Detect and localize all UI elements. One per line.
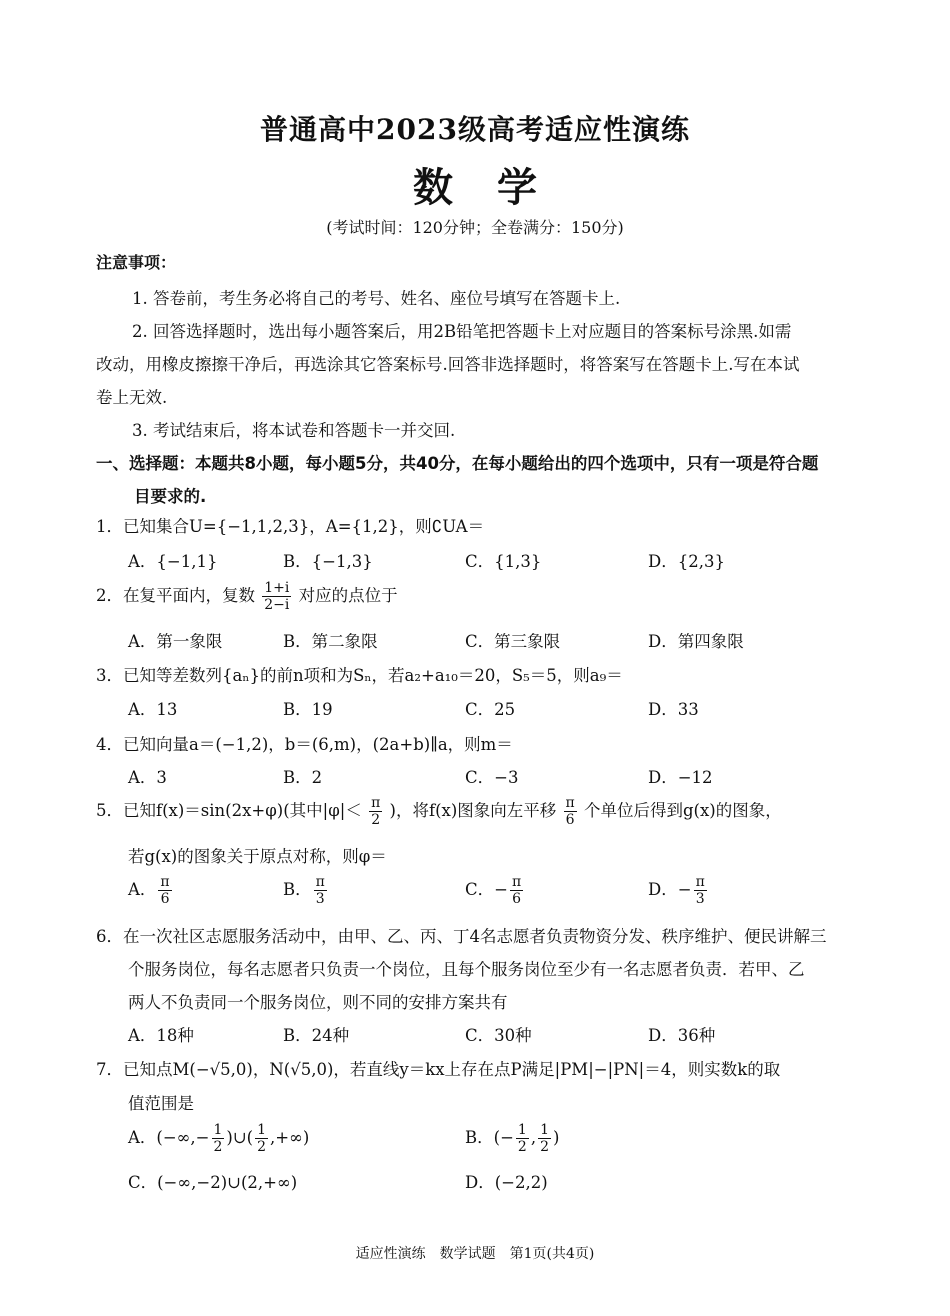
fraction-numerator: 1 [517,1122,527,1138]
interval-part: (−∞,− [156,1128,210,1148]
question-7-option-b [465,1122,559,1155]
interval-part: ) [553,1128,560,1148]
fraction-numerator: 1 [540,1122,549,1138]
option-fraction [694,874,707,907]
question-5-stem-part-b: )，将f(x)图象向左平移 [389,801,557,821]
question-3-option-c: C．25 [465,700,516,719]
question-5-option-c [465,874,525,907]
question-7-option-c: C．(−∞,−2)∪(2,+∞) [128,1173,298,1192]
question-3-option-b: B．19 [283,700,333,719]
fraction-numerator: 1 [257,1122,267,1138]
interval-part: )∪( [226,1128,254,1148]
fraction-denominator: 6 [160,891,170,908]
question-5-fraction-pi-over-6 [564,795,577,828]
question-2-fraction-numerator: 1+i [264,580,290,596]
section-1-heading-line-1: 一、选择题：本题共8小题，每小题5分，共40分，在每小题给出的四个选项中，只有一项是符合题 [96,454,819,473]
option-label: B． [465,1128,494,1148]
question-6-stem-line-3: 两人不负责同一个服务岗位，则不同的安排方案共有 [128,993,508,1012]
question-2-fraction-denominator: 2−i [264,597,290,614]
fraction-denominator: 2 [371,812,381,829]
question-6-stem-line-1: 6．在一次社区志愿服务活动中，由甲、乙、丙、丁4名志愿者负责物资分发、秩序维护、便民讲解三 [96,927,827,946]
fraction-numerator: π [565,795,575,811]
question-7-stem-line-1: 7．已知点M(−√5,0)，N(√5,0)，若直线y＝kx上存在点P满足|PM|−|PN|＝4，则实数k的取 [96,1060,781,1079]
option-fraction [212,1122,225,1155]
page-footer: 适应性演练 数学试题 第1页(共4页) [355,1246,595,1262]
question-5-option-d [648,874,709,907]
question-4-option-c: C．−3 [465,768,519,787]
notice-item-2-line-3: 卷上无效. [96,388,168,407]
question-1-stem: 1．已知集合U={−1,1,2,3}，A={1,2}，则∁UA＝ [96,517,485,536]
question-2-stem-prefix: 2．在复平面内，复数 [96,586,255,606]
option-fraction [516,1122,529,1155]
notice-item-1: 1. 答卷前，考生务必将自己的考号、姓名、座位号填写在答题卡上. [132,289,621,308]
question-6-stem-line-2: 个服务岗位，每名志愿者只负责一个岗位，且每个服务岗位至少有一名志愿者负责．若甲、乙 [128,960,805,979]
fraction-numerator: π [695,874,705,890]
question-2-stem [96,580,398,613]
fraction-denominator: 3 [315,891,325,908]
section-1-heading-line-2: 目要求的. [134,487,207,506]
subject-title: 数学 [413,164,581,211]
question-4-option-b: B．2 [283,768,323,787]
question-2-stem-suffix: 对应的点位于 [298,586,398,606]
question-4-stem: 4．已知向量a＝(−1,2)，b＝(6,m)，(2a+b)∥a，则m＝ [96,735,513,754]
fraction-numerator: π [315,874,325,890]
fraction-numerator: π [160,874,170,890]
question-6-option-c: C．30种 [465,1026,532,1045]
question-4-option-d: D．−12 [648,768,713,787]
option-label: B． [283,880,312,900]
fraction-denominator: 2 [540,1139,549,1156]
option-fraction [255,1122,268,1155]
question-5-stem-part-a: 5．已知f(x)＝sin(2x+φ)(其中|φ|＜ [96,801,362,821]
question-1-option-c: C．{1,3} [465,552,542,571]
question-2-option-b: B．第二象限 [283,632,378,651]
question-2-option-a: A．第一象限 [128,632,223,651]
exam-info: (考试时间：120分钟；全卷满分：150分) [326,218,624,237]
fraction-numerator: 1 [213,1122,223,1138]
notice-item-2-line-1: 2. 回答选择题时，选出每小题答案后，用2B铅笔把答题卡上对应题目的答案标号涂黑.如需 [132,322,792,341]
option-fraction [314,874,327,907]
option-fraction [158,874,171,907]
option-label: A． [128,1128,157,1148]
interval-part: (− [493,1128,514,1148]
question-5-stem-part-c: 个单位后得到g(x)的图象， [583,801,782,821]
fraction-numerator: π [371,795,381,811]
fraction-numerator: π [511,874,522,890]
notice-item-3: 3. 考试结束后，将本试卷和答题卡一并交回. [132,421,456,440]
question-5-fraction-pi-over-2 [369,795,382,828]
option-fraction [510,874,523,907]
option-label: D．− [648,880,692,900]
interval-part: , [530,1128,537,1148]
question-5-option-b [283,874,329,907]
fraction-denominator: 6 [565,812,575,829]
question-7-option-d: D．(−2,2) [465,1173,548,1192]
question-5-option-a [128,874,174,907]
fraction-denominator: 2 [213,1139,223,1156]
question-6-option-d: D．36种 [648,1026,716,1045]
question-5-stem-line-1 [96,795,782,828]
question-5-stem-line-2: 若g(x)的图象关于原点对称，则φ＝ [128,847,387,866]
fraction-denominator: 3 [695,891,705,908]
question-1-option-a: A．{−1,1} [128,552,218,571]
exam-title: 普通高中2023级高考适应性演练 [260,113,690,146]
option-fraction [538,1122,551,1155]
option-label: C．− [465,880,508,900]
question-7-stem-line-2: 值范围是 [128,1094,194,1113]
question-6-option-a: A．18种 [128,1026,194,1045]
notice-item-2-line-2: 改动，用橡皮擦擦干净后，再选涂其它答案标号.回答非选择题时，将答案写在答题卡上.写在本试 [96,355,800,374]
fraction-denominator: 2 [517,1139,527,1156]
question-3-stem: 3．已知等差数列{aₙ}的前n项和为Sₙ，若a₂+a₁₀＝20，S₅＝5，则a₉＝ [96,666,623,685]
question-1-option-d: D．{2,3} [648,552,725,571]
question-2-fraction [262,580,291,613]
question-6-option-b: B．24种 [283,1026,350,1045]
question-1-option-b: B．{−1,3} [283,552,373,571]
notice-heading: 注意事项： [96,253,177,272]
interval-part: ,+∞) [270,1128,310,1148]
question-2-option-c: C．第三象限 [465,632,561,651]
question-7-option-a [128,1122,309,1155]
fraction-denominator: 6 [512,891,522,908]
option-label: A． [128,880,157,900]
question-3-option-d: D．33 [648,700,699,719]
question-4-option-a: A．3 [128,768,167,787]
question-3-option-a: A．13 [128,700,178,719]
question-2-option-d: D．第四象限 [648,632,744,651]
fraction-denominator: 2 [257,1139,267,1156]
